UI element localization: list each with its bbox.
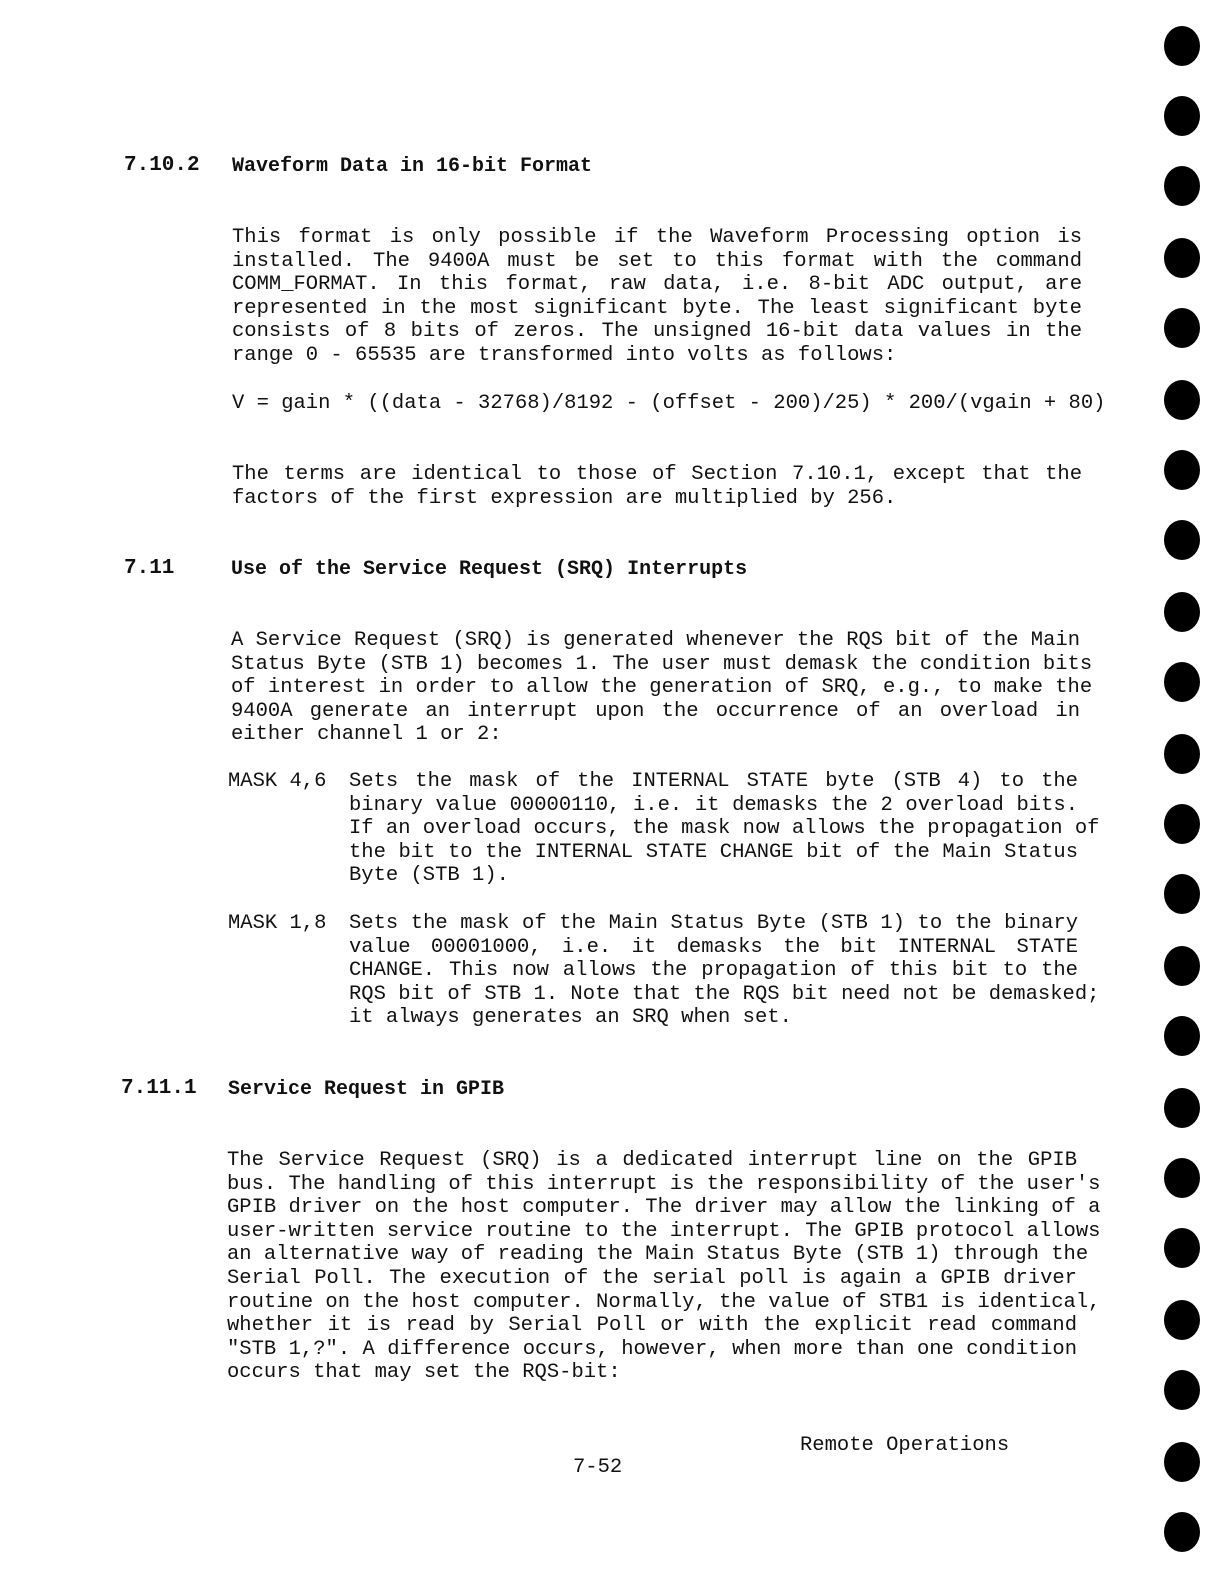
binder-hole bbox=[1164, 166, 1200, 206]
binder-hole bbox=[1164, 946, 1200, 986]
text-line: Byte (STB 1). bbox=[349, 864, 509, 888]
text-line: GPIB driver on the host computer. The driver may allow the linking of a bbox=[227, 1196, 1101, 1220]
text-line: user-written service routine to the interrupt. The GPIB protocol allows bbox=[227, 1219, 1101, 1243]
text-line: consists of 8 bits of zeros. The unsigned 16-bit data values in the bbox=[232, 320, 1082, 344]
text-line: CHANGE. This now allows the propagation of this bit to the bbox=[349, 959, 1078, 983]
formula-volts bbox=[232, 392, 1106, 416]
binder-hole bbox=[1164, 662, 1200, 702]
binder-hole bbox=[1164, 734, 1200, 774]
text-line: Sets the mask of the INTERNAL STATE byte (STB 4) to the bbox=[349, 770, 1078, 793]
binder-hole bbox=[1164, 96, 1200, 136]
text-line: Serial Poll. The execution of the serial poll is again a GPIB driver bbox=[227, 1266, 1077, 1290]
text-line: A Service Request (SRQ) is generated whenever the RQS bit of the Main bbox=[231, 629, 1080, 652]
text-line: it always generates an SRQ when set. bbox=[349, 1006, 792, 1030]
text-line: RQS bit of STB 1. Note that the RQS bit need not be demasked; bbox=[349, 982, 1100, 1006]
text-line: either channel 1 or 2: bbox=[231, 723, 502, 747]
text-line: value 00001000, i.e. it demasks the bit INTERNAL STATE bbox=[349, 935, 1078, 959]
binder-hole bbox=[1164, 380, 1200, 420]
binder-hole bbox=[1164, 592, 1200, 632]
text-line: Sets the mask of the Main Status Byte (STB 1) to the binary bbox=[349, 912, 1078, 935]
binder-hole bbox=[1164, 874, 1200, 914]
binder-hole bbox=[1164, 1158, 1200, 1198]
binder-hole bbox=[1164, 450, 1200, 490]
section-title-srq-gpib: Service Request in GPIB bbox=[228, 1078, 505, 1101]
binder-hole bbox=[1164, 1442, 1200, 1482]
text-line: factors of the first expression are multiplied by 256. bbox=[232, 486, 897, 510]
binder-hole bbox=[1164, 308, 1200, 348]
text-line: installed. The 9400A must be set to this format with the command bbox=[232, 249, 1082, 273]
text-line: occurs that may set the RQS-bit: bbox=[227, 1361, 621, 1385]
paragraph-srq-generated bbox=[231, 629, 1093, 747]
paragraph-terms-identical bbox=[232, 463, 1082, 510]
definition-term-mask-1-8: MASK 1,8 bbox=[228, 912, 327, 935]
binder-hole bbox=[1164, 520, 1200, 560]
text-line: bus. The handling of this interrupt is the responsibility of the user's bbox=[227, 1172, 1101, 1196]
text-line: range 0 - 65535 are transformed into volts as follows: bbox=[232, 343, 897, 367]
definition-body-mask-4-6 bbox=[349, 770, 1100, 888]
text-line: routine on the host computer. Normally, the value of STB1 is identical, bbox=[227, 1290, 1101, 1314]
binder-hole bbox=[1164, 1370, 1200, 1410]
binder-hole bbox=[1164, 1088, 1200, 1128]
text-line: an alternative way of reading the Main Status Byte (STB 1) through the bbox=[227, 1243, 1089, 1267]
binder-hole bbox=[1164, 804, 1200, 844]
footer-chapter-title: Remote Operations bbox=[800, 1434, 1010, 1457]
text-line: the bit to the INTERNAL STATE CHANGE bit of the Main Status bbox=[349, 840, 1078, 864]
binder-hole bbox=[1164, 26, 1200, 66]
binder-hole bbox=[1164, 1228, 1200, 1268]
section-title-waveform-16bit: Waveform Data in 16-bit Format bbox=[232, 155, 593, 178]
definition-body-mask-1-8 bbox=[349, 912, 1100, 1030]
formula-line: V = gain * ((data - 32768)/8192 - (offset - 200)/25) * 200/(vgain + 80) bbox=[232, 392, 1106, 415]
binder-hole bbox=[1164, 238, 1200, 278]
text-line: The terms are identical to those of Section 7.10.1, except that the bbox=[232, 463, 1082, 486]
text-line: If an overload occurs, the mask now allows the propagation of bbox=[349, 817, 1100, 841]
text-line: The Service Request (SRQ) is a dedicated interrupt line on the GPIB bbox=[227, 1149, 1077, 1172]
section-number-7-11: 7.11 bbox=[124, 557, 175, 580]
text-line: COMM_FORMAT. In this format, raw data, i.e. 8-bit ADC output, are bbox=[232, 273, 1082, 297]
paragraph-srq-gpib bbox=[227, 1149, 1101, 1385]
text-line: binary value 00000110, i.e. it demasks the 2 overload bits. bbox=[349, 793, 1078, 817]
text-line: represented in the most significant byte. The least significant byte bbox=[232, 296, 1082, 320]
binder-hole bbox=[1164, 1016, 1200, 1056]
text-line: Status Byte (STB 1) becomes 1. The user must demask the condition bits bbox=[231, 652, 1093, 676]
text-line: "STB 1,?". A difference occurs, however, when more than one condition bbox=[227, 1337, 1077, 1361]
section-number-7-11-1: 7.11.1 bbox=[121, 1077, 197, 1100]
definition-term-mask-4-6: MASK 4,6 bbox=[228, 770, 327, 793]
text-line: This format is only possible if the Waveform Processing option is bbox=[232, 226, 1082, 249]
binder-hole bbox=[1164, 1300, 1200, 1340]
section-title-srq-interrupts: Use of the Service Request (SRQ) Interrupts bbox=[231, 558, 748, 581]
text-line: of interest in order to allow the generation of SRQ, e.g., to make the bbox=[231, 676, 1093, 700]
text-line: 9400A generate an interrupt upon the occurrence of an overload in bbox=[231, 699, 1080, 723]
text-line: whether it is read by Serial Poll or with the explicit read command bbox=[227, 1314, 1077, 1338]
section-number-7-10-2: 7.10.2 bbox=[124, 154, 200, 177]
paragraph-16bit-format bbox=[232, 226, 1082, 368]
footer-page-number: 7-52 bbox=[573, 1456, 623, 1479]
binder-hole bbox=[1164, 1512, 1200, 1552]
